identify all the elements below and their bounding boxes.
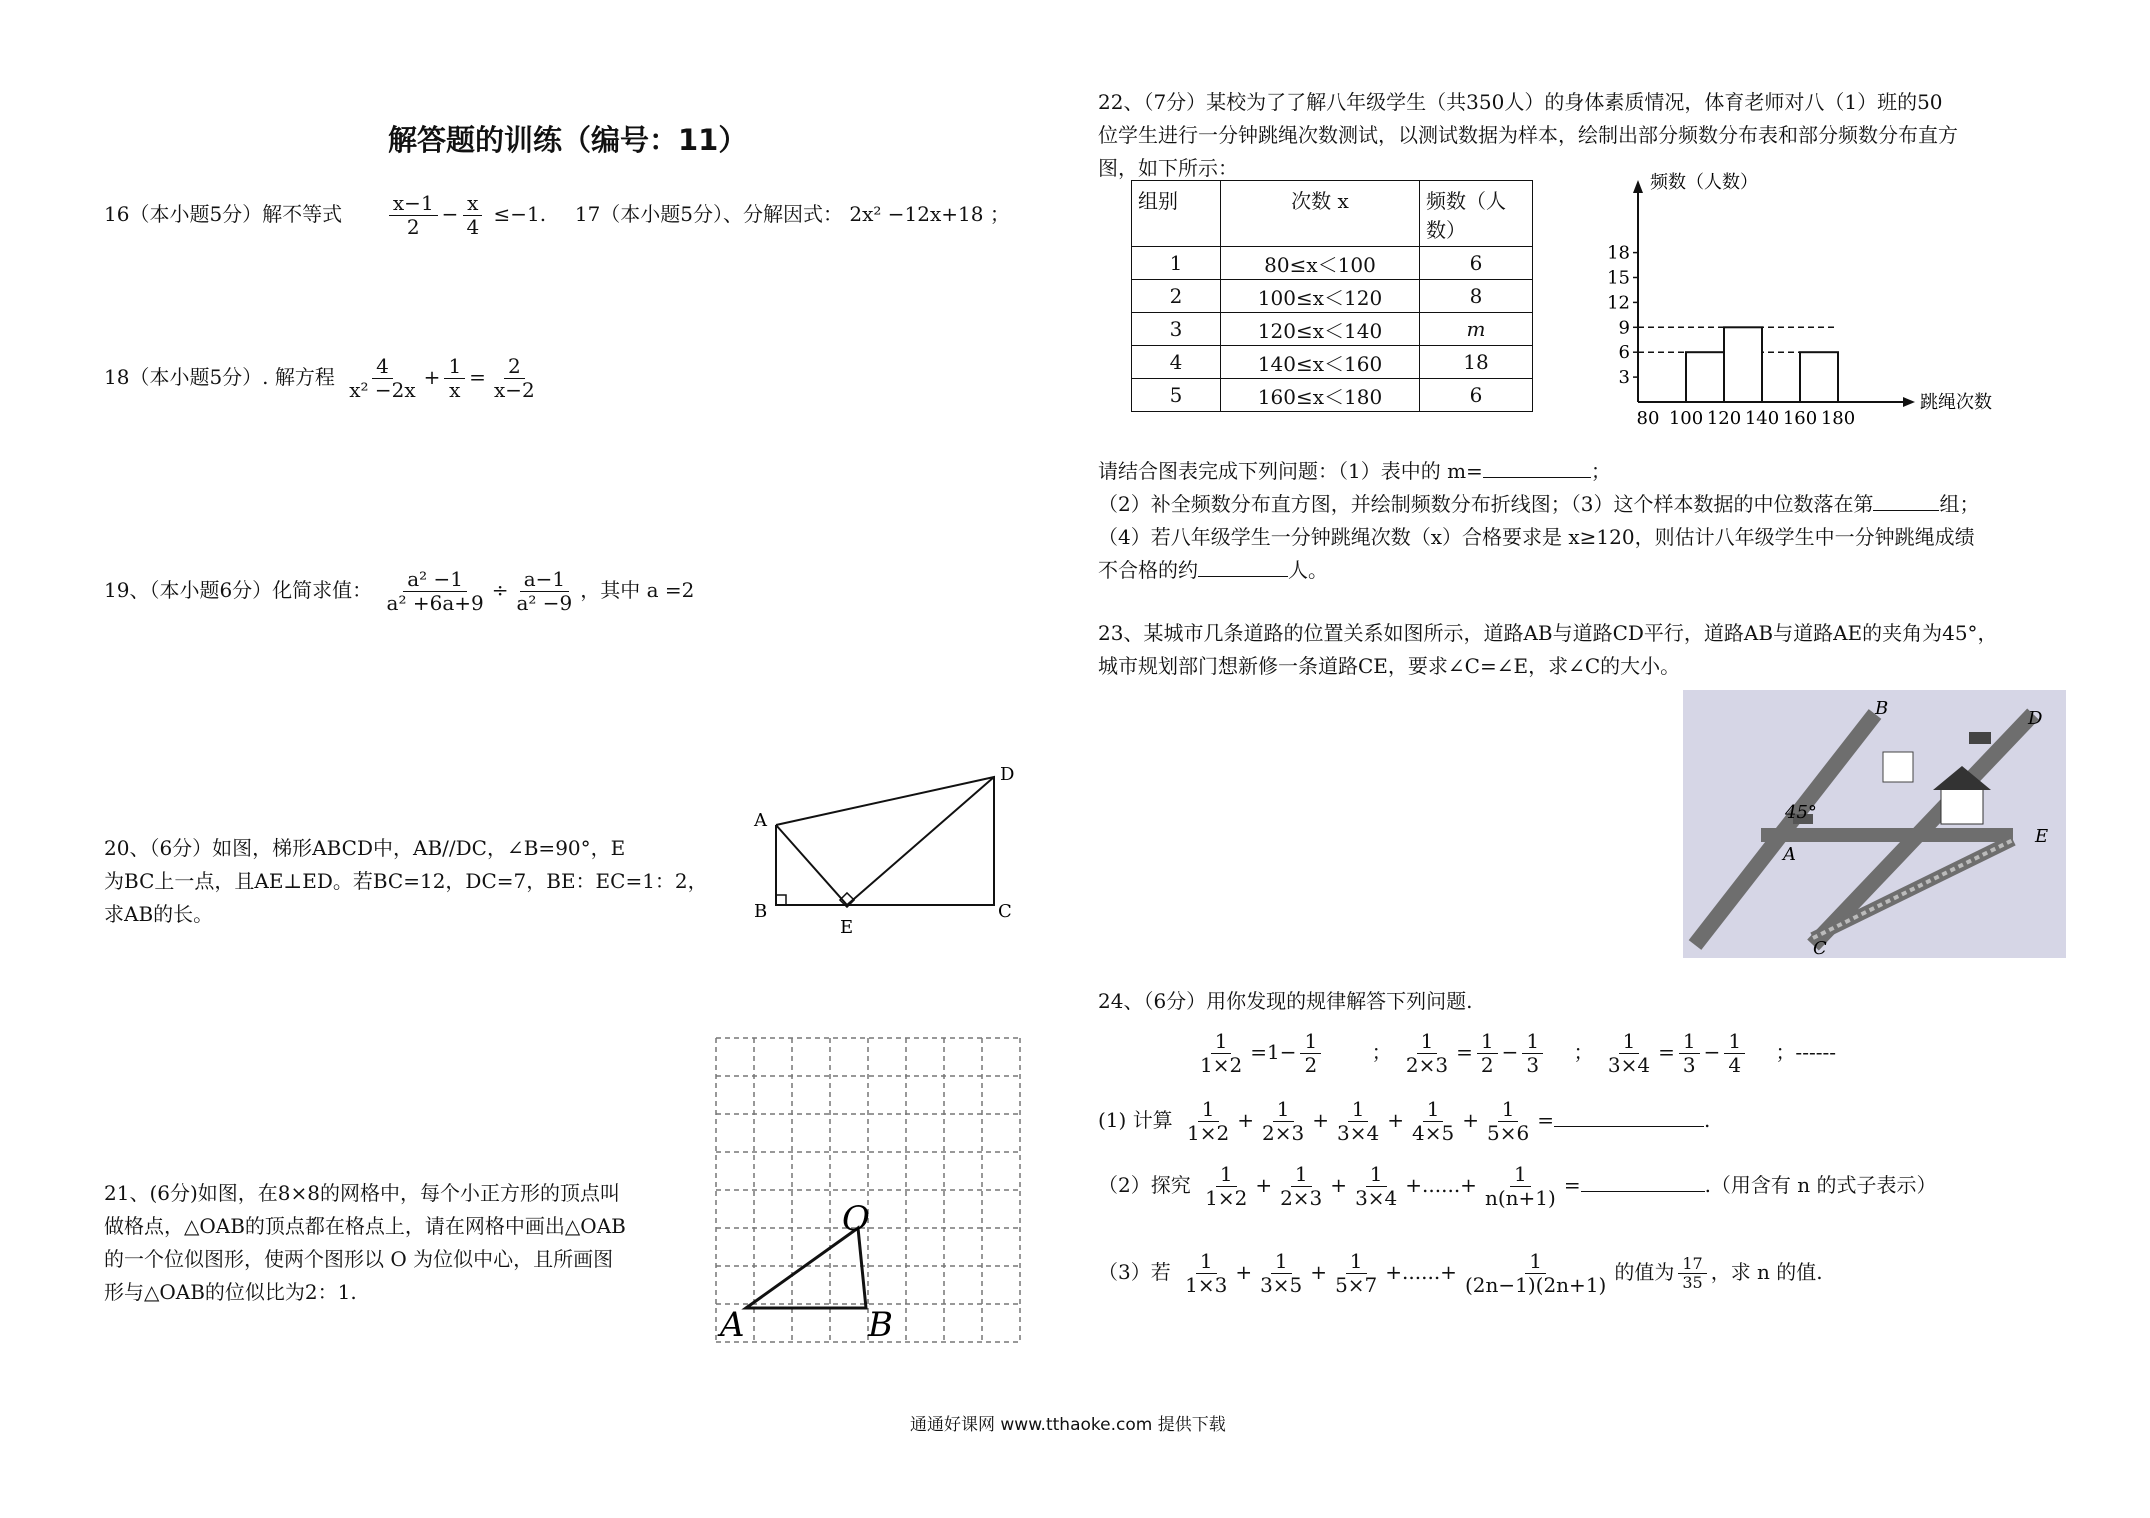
road-map-diagram — [1683, 690, 2066, 958]
fraction: $\frac{\text{a² −1}}{\text{a² +6a+9}}$ — [386, 567, 484, 615]
question-22-parts: 请结合图表完成下列问题：（1）表中的 m= ； （2）补全频数分布直方图，并绘制频数分布折线图；（3）这个样本数据的中位数落在第 组； （4）若八年级学生一分钟跳绳次数（x）合格要求是 x≥120，则估计八年级学生中一分钟跳绳成绩 不合格的约 人。 — [1098, 459, 1980, 582]
table-cell: 6 — [1420, 379, 1533, 412]
table-cell: 1 — [1132, 247, 1221, 280]
fraction: $\frac{1}{2\times 3}$ — [1280, 1162, 1323, 1210]
fraction: $\frac{a-1}{\text{a² −9}}$ — [516, 567, 573, 615]
road-label-B: B — [1875, 698, 1889, 719]
footer-credit: 通通好课网 www.tthaoke.com 提供下载 — [910, 1415, 1226, 1435]
answer-blank[interactable] — [1198, 576, 1288, 577]
fraction: $\frac{1}{1\times 2}$ — [1187, 1097, 1230, 1145]
answer-blank[interactable] — [1483, 477, 1591, 478]
table-row — [1132, 313, 1533, 346]
x-axis-label: 跳绳次数 — [1920, 392, 1992, 413]
table-cell: 5 — [1132, 379, 1221, 412]
page-title: 解答题的训练（编号：11） — [388, 123, 748, 157]
house-icon — [1941, 788, 1983, 824]
histogram-bar — [1800, 352, 1838, 402]
grid-diagram — [710, 1030, 1030, 1355]
answer-blank[interactable] — [1873, 510, 1939, 511]
table-cell: 140≤x＜160 — [1221, 346, 1420, 379]
fraction: $\frac{1}{4\times 5}$ — [1412, 1097, 1455, 1145]
table-row — [1132, 346, 1533, 379]
table-cell: 2 — [1132, 280, 1221, 313]
table-header: 组别 — [1132, 181, 1221, 247]
table-cell: 18 — [1420, 346, 1533, 379]
y-tick-label: 12 — [1607, 292, 1630, 314]
table-cell: 3 — [1132, 313, 1221, 346]
fraction: $\frac{1}{5\times 6}$ — [1486, 1097, 1530, 1145]
y-axis-label: 频数（人数） — [1650, 172, 1758, 193]
y-tick-label: 9 — [1618, 317, 1630, 339]
x-tick-label: 80 — [1636, 408, 1660, 429]
y-tick-label: 6 — [1618, 342, 1630, 364]
fraction: $\frac{1}{1\times 3}$ — [1185, 1249, 1228, 1297]
point-label-O: O — [842, 1199, 870, 1239]
answer-blank[interactable] — [1554, 1126, 1704, 1127]
table-cell: 8 — [1420, 280, 1533, 313]
frequency-histogram — [1598, 165, 2038, 430]
question-22: 22、（7分）某校为了了解八年级学生（共350人）的身体素质情况，体育老师对八（1）班的50 位学生进行一分钟跳绳次数测试，以测试数据为样本，绘制出部分频数分布表和部分频数分布直方 图，如下所示： — [1098, 90, 1958, 180]
fraction: $\frac{1}{3\times 4}$ — [1337, 1097, 1380, 1145]
answer-blank[interactable] — [1581, 1191, 1705, 1192]
question-24-part-3: （3）若 $\frac{1}{1\times 3}$ + $\frac{1}{3\times 5}$ + $\frac{1}{5\times 7}$ +......+ $\frac{1}{(2n-1)(2n+1)}$ 的值为 $\frac{17}{35}$ ，求 n 的值. — [1098, 1249, 1823, 1297]
road-label-A: A — [1783, 844, 1796, 865]
histogram-bar — [1686, 352, 1724, 402]
fraction: $\frac{1}{3\times 5}$ — [1260, 1249, 1303, 1297]
pattern-examples: $\frac{1}{1\times 2}$ =1− $\frac{1}{2}$ ； $\frac{1}{2\times 3}$ = $\frac{1}{2}$ − $\frac{1}{3}$ ； $\frac{1}{3\times 4}$ = $\frac{1}{3}$ − $\frac{1}{4}$ ；------ — [1200, 1029, 1836, 1077]
fraction: $\frac{x}{4}$ — [462, 192, 483, 239]
y-tick-label: 15 — [1607, 267, 1630, 289]
table-cell: m — [1420, 313, 1533, 346]
question-17-expression: 2x² −12x+18 ； — [849, 202, 1010, 226]
vertex-label-A: A — [754, 810, 767, 831]
table-row — [1132, 280, 1533, 313]
table-row — [1132, 247, 1533, 280]
car-icon — [1969, 732, 1991, 744]
y-axis-arrow — [1633, 180, 1643, 193]
fraction: $\frac{1}{2\times 3}$ — [1262, 1097, 1305, 1145]
question-24-part-1: (1) 计算 $\frac{1}{1\times 2}$ + $\frac{1}{2\times 3}$ + $\frac{1}{3\times 4}$ + $\frac{1}{4\times 5}$ + $\frac{1}{5\times 6}$ = . — [1098, 1097, 1711, 1145]
x-tick-label: 180 — [1820, 408, 1856, 429]
question-17: 17（本小题5分）、分解因式： — [574, 202, 844, 226]
fraction: $\frac{2}{x-2}$ — [493, 354, 535, 402]
triangle-OAB — [746, 1228, 866, 1308]
table-header: 次数 x — [1221, 181, 1420, 247]
vertex-label-C: C — [998, 901, 1012, 922]
fraction: $\frac{1}{x}$ — [444, 355, 465, 402]
question-24-part-2: （2）探究 $\frac{1}{1\times 2}$ + $\frac{1}{2\times 3}$ + $\frac{1}{3\times 4}$ +......+ $\frac{1}{n(n+1)}$ = .（用含有 n 的式子表示） — [1098, 1162, 1937, 1210]
y-tick-label: 18 — [1607, 242, 1630, 264]
question-18: 18（本小题5分）. 解方程 $\frac{4}{\text{x² −2x}}$ + $\frac{1}{x}$ = $\frac{2}{x-2}$ — [104, 355, 543, 402]
vertex-label-B: B — [754, 901, 768, 922]
road-label-C: C — [1813, 938, 1827, 958]
frequency-table — [1131, 180, 1533, 412]
point-label-A: A — [720, 1305, 745, 1345]
building-icon — [1883, 752, 1913, 782]
point-label-B: B — [868, 1305, 893, 1345]
vertex-label-E: E — [840, 917, 854, 935]
question-16: 16（本小题5分）解不等式 $\frac{x-1}{2}$ − $\frac{x}{4}$ ≤−1. 17（本小题5分）、分解因式： 2x² −12x+18 ； — [104, 191, 1010, 239]
question-23: 23、某城市几条道路的位置关系如图所示，道路AB与道路CD平行，道路AB与道路AE的夹角为45°， 城市规划部门想新修一条道路CE，要求∠C=∠E，求∠C的大小。 — [1098, 621, 1998, 678]
table-cell: 100≤x＜120 — [1221, 280, 1420, 313]
road-label-D: D — [2028, 708, 2043, 729]
x-axis-arrow — [1903, 397, 1915, 407]
histogram-bar — [1724, 327, 1762, 402]
table-cell: 4 — [1132, 346, 1221, 379]
table-cell: 6 — [1420, 247, 1533, 280]
question-19: 19、（本小题6分）化简求值： $\frac{\text{a² −1}}{\text{a² +6a+9}}$ ÷ $\frac{a-1}{\text{a² −9}}$ ，其中 a =2 — [104, 567, 695, 615]
x-tick-label: 140 — [1744, 408, 1780, 429]
vertex-label-D: D — [1000, 764, 1015, 785]
fraction: $\frac{4}{\text{x² −2x}}$ — [349, 354, 416, 402]
question-24-intro: 24、（6分）用你发现的规律解答下列问题. — [1098, 989, 1473, 1013]
x-tick-label: 120 — [1706, 408, 1742, 429]
road-label-E: E — [2035, 826, 2049, 847]
y-tick-label: 3 — [1618, 367, 1630, 389]
x-tick-label: 160 — [1782, 408, 1818, 429]
fraction: $\frac{1}{3\times 4}$ — [1355, 1162, 1398, 1210]
angle-label: 45° — [1785, 802, 1817, 823]
table-cell: 160≤x＜180 — [1221, 379, 1420, 412]
fraction: $\frac{x-1}{2}$ — [389, 192, 438, 239]
table-row — [1132, 379, 1533, 412]
table-cell: 80≤x＜100 — [1221, 247, 1420, 280]
fraction: $\frac{1}{1\times 2}$ — [1205, 1162, 1248, 1210]
x-tick-label: 100 — [1668, 408, 1704, 429]
trapezoid-diagram — [740, 755, 1040, 935]
question-21: 21、(6分)如图，在8×8的网格中，每个小正方形的顶点叫 做格点，△OAB的顶点都在格点上，请在网格中画出△OAB 的一个位似图形，使两个图形以 O 为位似中心，且所画图 形与△OAB的位似比为2：1. — [104, 1181, 626, 1304]
question-20: 20、（6分）如图，梯形ABCD中，AB//DC，∠B=90°，E 为BC上一点，且AE⊥ED。若BC=12，DC=7，BE：EC=1：2， 求AB的长。 — [104, 836, 708, 926]
table-cell: 120≤x＜140 — [1221, 313, 1420, 346]
fraction: $\frac{1}{5\times 7}$ — [1335, 1249, 1378, 1297]
table-header: 频数（人数） — [1420, 181, 1533, 247]
